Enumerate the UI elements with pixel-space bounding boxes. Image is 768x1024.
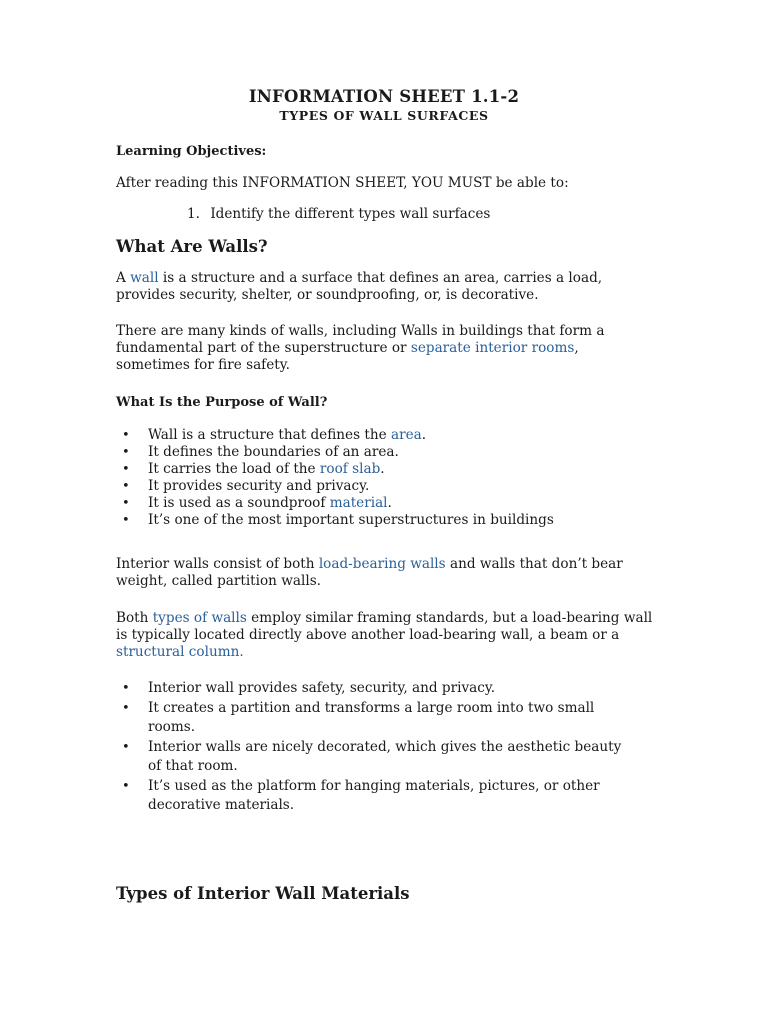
text: , sometimes for fire safety. (116, 340, 579, 373)
text: . (421, 427, 427, 443)
text: Interior walls consist of both (116, 556, 319, 572)
link-material[interactable]: material (329, 495, 388, 511)
text: It’s one of the most important superstructures in buildings (148, 512, 554, 528)
paragraph-interior-walls (116, 556, 656, 590)
objectives-heading: Learning Objectives: (116, 144, 267, 159)
objective-number: 1. (187, 206, 200, 222)
interior-list (116, 679, 636, 816)
paragraph-wall-definition (116, 270, 656, 304)
link-structural-column[interactable]: structural column. (116, 644, 244, 660)
text: It defines the boundaries of an area. (148, 444, 399, 460)
text: A (116, 270, 131, 286)
list-item (116, 512, 636, 529)
text: Wall is a structure that defines the (148, 427, 391, 443)
text: is a structure and a surface that defines an area, carries a load, provides security, shelter, or soundproofing, or, is decorative. (116, 270, 603, 303)
list-item (116, 444, 636, 461)
text: It carries the load of the (148, 461, 320, 477)
list-item: • It creates a partition and transforms a large room into two small rooms. (116, 699, 636, 738)
list-item: • Interior wall provides safety, security, and privacy. (116, 679, 636, 699)
link-types-of-walls[interactable]: types of walls (152, 610, 247, 626)
text: There are many kinds of walls, including Walls in buildings that form a fundamental part of the superstructure or (116, 323, 605, 356)
list-item (116, 478, 636, 495)
purpose-heading: What Is the Purpose of Wall? (116, 395, 328, 410)
text: and walls that don’t bear weight, called partition walls. (116, 556, 623, 589)
link-wall[interactable]: wall (130, 270, 159, 286)
paragraph-kinds-of-walls (116, 323, 656, 374)
link-area[interactable]: area (390, 427, 422, 443)
purpose-list (116, 427, 636, 529)
list-item: • It’s used as the platform for hanging materials, pictures, or other decorative materials. (116, 777, 636, 816)
list-item (116, 495, 636, 512)
list-item (116, 461, 636, 478)
text: It provides security and privacy. (148, 478, 370, 494)
page-subtitle: TYPES OF WALL SURFACES (279, 108, 489, 123)
objectives-intro: After reading this INFORMATION SHEET, YOU MUST be able to: (116, 175, 569, 191)
link-load-bearing-walls[interactable]: load-bearing walls (318, 556, 446, 572)
section-heading-materials: Types of Interior Wall Materials (116, 884, 410, 903)
link-separate-interior-rooms[interactable]: separate interior rooms (410, 340, 575, 356)
text: . (387, 495, 392, 511)
page-title: INFORMATION SHEET 1.1-2 (248, 87, 520, 106)
list-item (116, 427, 636, 444)
list-item: • Interior walls are nicely decorated, which gives the aesthetic beauty of that room. (116, 738, 636, 777)
objective-item (187, 206, 490, 223)
text: . (380, 461, 385, 477)
link-roof-slab[interactable]: roof slab (319, 461, 381, 477)
paragraph-framing-standards (116, 610, 656, 661)
section-heading-walls: What Are Walls? (116, 237, 268, 256)
objective-text: Identify the different types wall surfaces (210, 206, 491, 222)
text: Both (116, 610, 153, 626)
text: employ similar framing standards, but a load-bearing wall is typically located directly above another load-bearing wall, a beam or a (116, 610, 653, 643)
text: It is used as a soundproof (148, 495, 330, 511)
